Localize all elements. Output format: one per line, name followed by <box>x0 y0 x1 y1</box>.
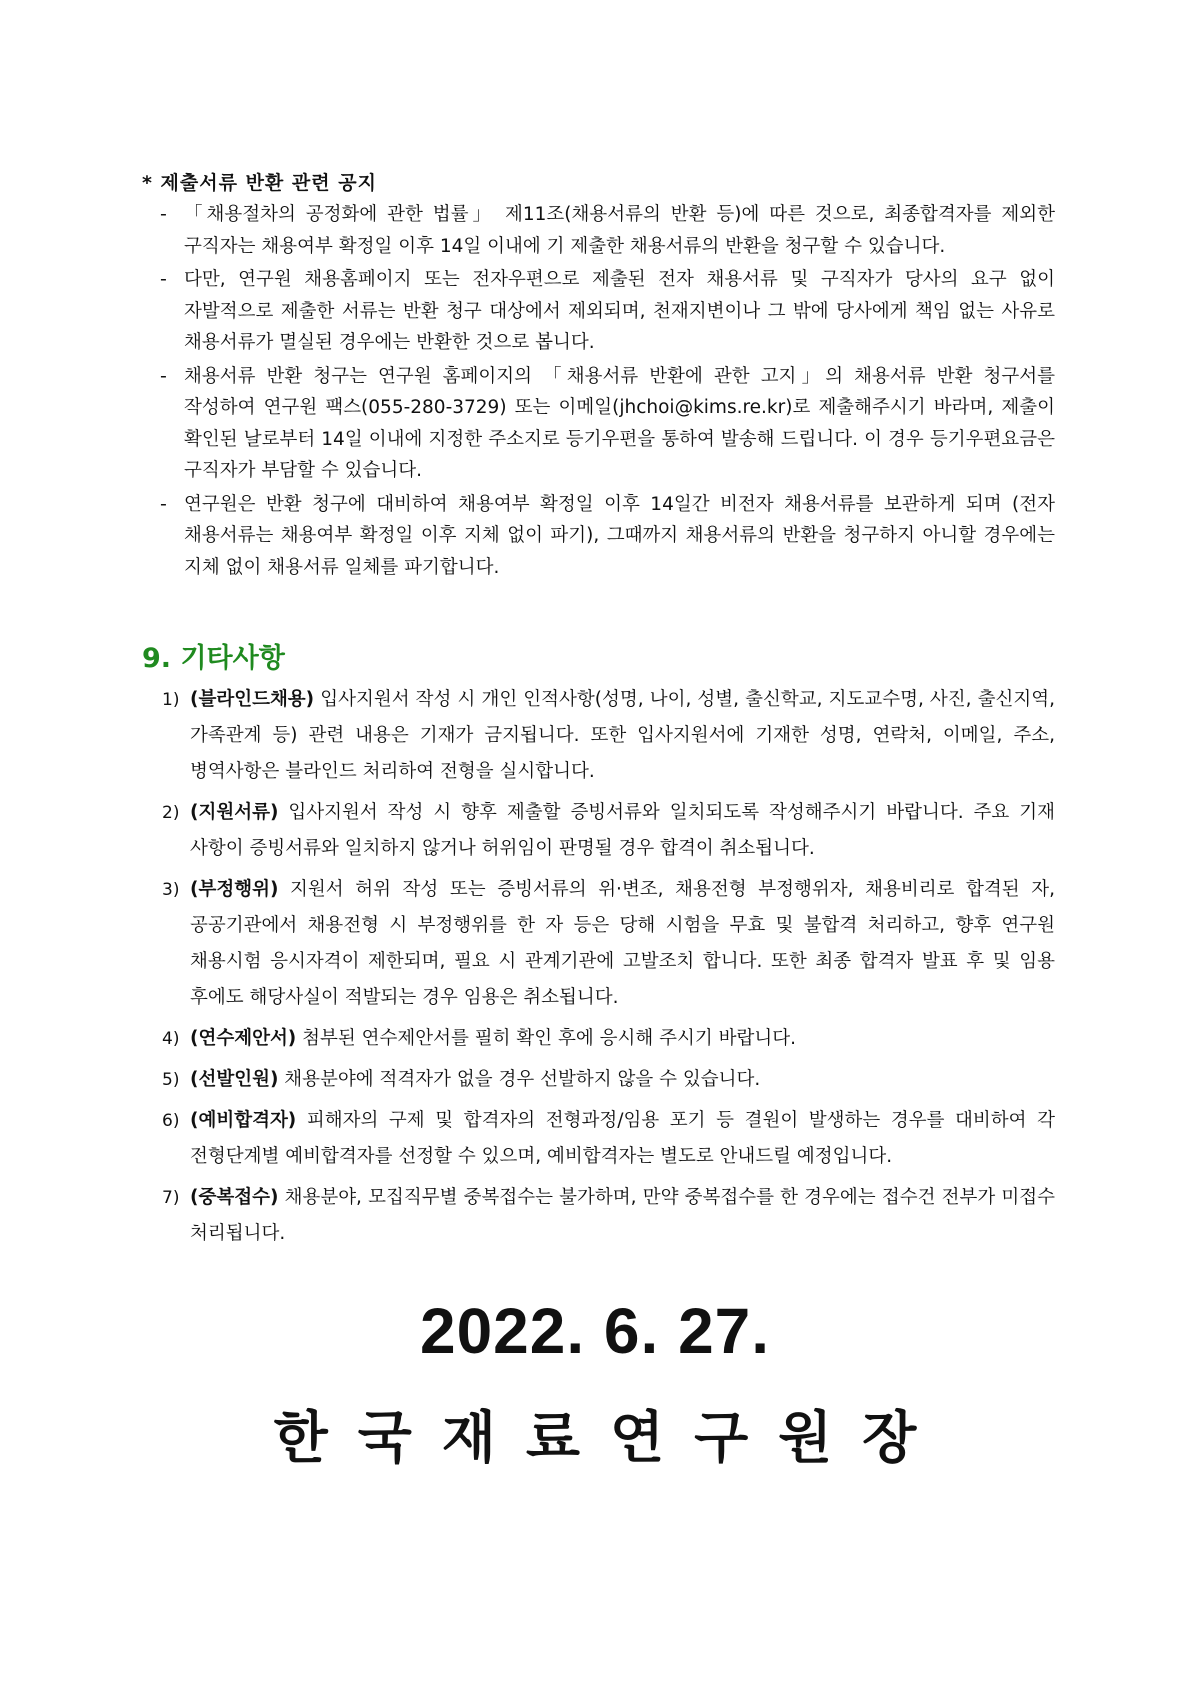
item-number: 4) <box>162 1029 180 1049</box>
etc-item <box>162 1062 1055 1098</box>
item-heading: (지원서류) <box>190 802 279 823</box>
item-number: 7) <box>162 1188 180 1208</box>
item-text: 첨부된 연수제안서를 필히 확인 후에 응시해 주시기 바랍니다. <box>296 1028 796 1049</box>
item-number: 5) <box>162 1070 180 1090</box>
item-text: 지원서 허위 작성 또는 증빙서류의 위·변조, 채용전형 부정행위자, 채용비리로 합격된 자, 공공기관에서 채용전형 시 부정행위를 한 자 등은 당해 시험을 무효 및 불합격 처리하고, 향후 연구원 채용시험 응시자격이 제한되며, 필요 시 관계기관에 고발조치 합니다. 또한 최종 합격자 발표 후 및 임용 후에도 해당사실이 적발되는 경우 임용은 취소됩니다. <box>190 879 1055 1008</box>
section-title: 9. 기타사항 <box>142 643 285 674</box>
notice-item <box>160 361 1055 487</box>
etc-item-body <box>190 795 1055 867</box>
notice-item-text: 다만, 연구원 채용홈페이지 또는 전자우편으로 제출된 전자 채용서류 및 구직자가 당사의 요구 없이 자발적으로 제출한 서류는 반환 청구 대상에서 제외되며, 천재지변이나 그 밖에 당사에게 책임 없는 사유로 채용서류가 멸실된 경우에는 반환한 것으로 봅니다. <box>184 269 1055 353</box>
item-number: 3) <box>162 880 180 900</box>
etc-item-body <box>190 1180 1055 1252</box>
etc-item-body <box>190 1021 1055 1057</box>
item-heading: (선발인원) <box>190 1069 279 1090</box>
item-heading: (중복접수) <box>190 1187 279 1208</box>
item-number: 6) <box>162 1111 180 1131</box>
item-heading: (예비합격자) <box>190 1110 297 1131</box>
item-text: 입사지원서 작성 시 개인 인적사항(성명, 나이, 성별, 출신학교, 지도교수명, 사진, 출신지역, 가족관계 등) 관련 내용은 기재가 금지됩니다. 또한 입사지원서에 기재한 성명, 연락처, 이메일, 주소, 병역사항은 블라인드 처리하여 전형을 실시합니다. <box>190 689 1055 782</box>
notice-item <box>160 489 1055 584</box>
etc-item-body <box>190 1103 1055 1175</box>
etc-item-body <box>190 872 1055 1016</box>
bullet-dash: - <box>160 364 167 387</box>
etc-item <box>162 682 1055 790</box>
etc-item <box>162 872 1055 1016</box>
notice-item <box>160 264 1055 359</box>
etc-item <box>162 1103 1055 1175</box>
item-heading: (블라인드채용) <box>190 689 315 710</box>
bullet-dash: - <box>160 268 167 290</box>
notice-item-text: 「채용절차의 공정화에 관한 법률」 제11조(채용서류의 반환 등)에 따른 것으로, 최종합격자를 제외한 구직자는 채용여부 확정일 이후 14일 이내에 기 제출한 채용서류의 반환을 청구할 수 있습니다. <box>184 204 1055 257</box>
item-text: 채용분야, 모집직무별 중복접수는 불가하며, 만약 중복접수를 한 경우에는 접수건 전부가 미접수 처리됩니다. <box>190 1187 1055 1244</box>
etc-item <box>162 795 1055 867</box>
etc-list <box>162 682 1055 1257</box>
notice-list <box>160 199 1055 585</box>
item-heading: (연수제안서) <box>190 1028 297 1049</box>
item-text: 입사지원서 작성 시 향후 제출할 증빙서류와 일치되도록 작성해주시기 바랍니다. 주요 기재 사항이 증빙서류와 일치하지 않거나 허위임이 판명될 경우 합격이 취소됩니다. <box>190 802 1055 859</box>
notice-title: * 제출서류 반환 관련 공지 <box>142 172 377 194</box>
bullet-dash: - <box>160 492 167 515</box>
item-text: 피해자의 구제 및 합격자의 전형과정/임용 포기 등 결원이 발생하는 경우를 대비하여 각 전형단계별 예비합격자를 선정할 수 있으며, 예비합격자는 별도로 안내드릴 예정입니다. <box>190 1110 1055 1167</box>
notice-item <box>160 199 1055 262</box>
bullet-dash: - <box>160 203 167 225</box>
item-heading: (부정행위) <box>190 879 279 900</box>
issuer-name: 한국재료연구원장 <box>273 1406 947 1471</box>
item-number: 1) <box>162 690 180 710</box>
item-number: 2) <box>162 803 180 823</box>
etc-item <box>162 1180 1055 1252</box>
announcement-date: 2022. 6. 27. <box>419 1295 771 1367</box>
notice-item-text: 채용서류 반환 청구는 연구원 홈페이지의 「채용서류 반환에 관한 고지」의 채용서류 반환 청구서를 작성하여 연구원 팩스(055-280-3729) 또는 이메일(jhchoi@kims.re.kr)로 제출해주시기 바라며, 제출이 확인된 날로부터 14일 이내에 지정한 주소지로 등기우편을 통하여 발송해 드립니다. 이 경우 등기우편요금은 구직자가 부담할 수 있습니다. <box>184 365 1055 481</box>
etc-item <box>162 1021 1055 1057</box>
etc-item-body <box>190 682 1055 790</box>
item-text: 채용분야에 적격자가 없을 경우 선발하지 않을 수 있습니다. <box>278 1069 761 1090</box>
notice-item-text: 연구원은 반환 청구에 대비하여 채용여부 확정일 이후 14일간 비전자 채용서류를 보관하게 되며 (전자 채용서류는 채용여부 확정일 이후 지체 없이 파기), 그때까지 채용서류의 반환을 청구하지 아니할 경우에는 지체 없이 채용서류 일체를 파기합니다. <box>184 493 1055 578</box>
etc-item-body <box>190 1062 1055 1098</box>
